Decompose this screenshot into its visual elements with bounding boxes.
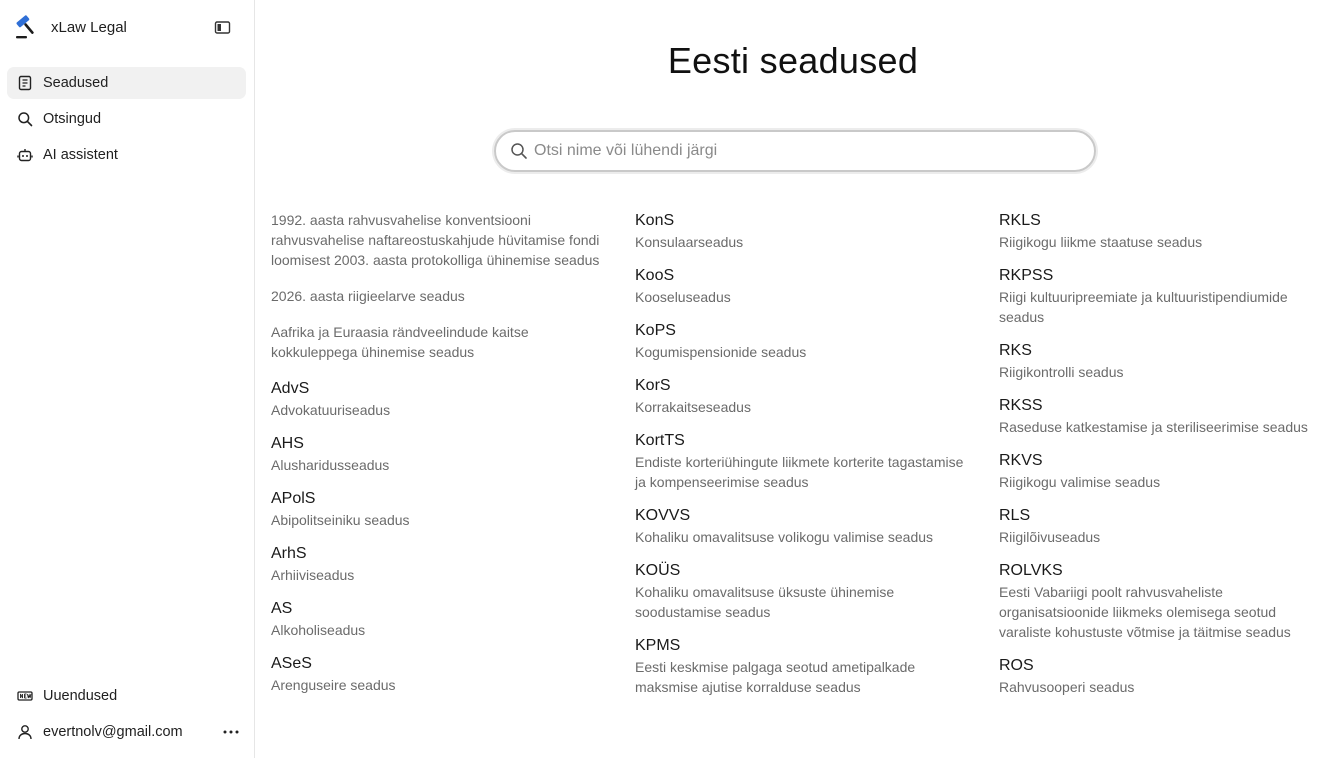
law-full-name: Aafrika ja Euraasia rändveelindude kaitse kokkuleppega ühinemise seadus bbox=[271, 324, 529, 360]
law-column-2 bbox=[635, 210, 975, 710]
law-list-item[interactable] bbox=[271, 322, 611, 362]
sidebar bbox=[0, 0, 255, 758]
law-full-name: Riigi kultuuripreemiate ja kultuuristipendiumide seadus bbox=[999, 289, 1288, 325]
law-list-item[interactable] bbox=[271, 598, 611, 640]
law-abbreviation: AdvS bbox=[271, 380, 310, 397]
sidebar-footer bbox=[7, 680, 246, 752]
law-full-name: Alusharidusseadus bbox=[271, 457, 390, 473]
law-abbreviation: RKLS bbox=[999, 212, 1041, 229]
law-full-name: Riigikontrolli seadus bbox=[999, 364, 1124, 380]
search-box[interactable] bbox=[494, 130, 1096, 172]
law-abbreviation: RKS bbox=[999, 342, 1032, 359]
law-list-item[interactable] bbox=[271, 653, 611, 695]
law-abbreviation: KortTS bbox=[635, 432, 685, 449]
law-abbreviation: RKSS bbox=[999, 397, 1043, 414]
nav-label: Otsingud bbox=[43, 111, 102, 127]
new-badge-icon bbox=[17, 688, 33, 704]
law-abbreviation: KOÜS bbox=[635, 562, 681, 579]
law-full-name: Alkoholiseadus bbox=[271, 622, 366, 638]
law-abbreviation: ArhS bbox=[271, 545, 307, 562]
law-full-name: Riigikogu valimise seadus bbox=[999, 474, 1161, 490]
law-full-name: Abipolitseiniku seadus bbox=[271, 512, 410, 528]
news-label: Uuendused bbox=[43, 688, 118, 704]
law-full-name: Eesti Vabariigi poolt rahvusvaheliste organisatsioonide liikmeks olemisega seotud varaliste kohustuste võtmise ja täitmise seadus bbox=[999, 584, 1291, 640]
law-full-name: Konsulaarseadus bbox=[635, 234, 744, 250]
law-list-item[interactable] bbox=[999, 450, 1319, 492]
brand[interactable] bbox=[14, 14, 127, 40]
law-full-name: Arhiiviseadus bbox=[271, 567, 355, 583]
law-full-name: Raseduse katkestamise ja steriliseerimise seadus bbox=[999, 419, 1308, 435]
main-content bbox=[256, 0, 1330, 758]
law-abbreviation: RKVS bbox=[999, 452, 1043, 469]
law-list-item[interactable] bbox=[635, 210, 975, 252]
law-abbreviation: KonS bbox=[635, 212, 675, 229]
law-list-item[interactable] bbox=[999, 395, 1319, 437]
law-abbreviation: KorS bbox=[635, 377, 671, 394]
law-full-name: 1992. aasta rahvusvahelise konventsiooni rahvusvahelise naftareostuskahjude hüvitamise fondi loomisest 2003. aasta protokolliga ühinemise seadus bbox=[271, 212, 600, 268]
law-full-name: Kogumispensionide seadus bbox=[635, 344, 807, 360]
nav-item-seadused[interactable] bbox=[7, 67, 246, 99]
robot-icon bbox=[17, 147, 33, 163]
law-abbreviation: KooS bbox=[635, 267, 675, 284]
user-icon bbox=[17, 724, 33, 740]
nav-label: AI assistent bbox=[43, 147, 118, 163]
law-full-name: Advokatuuriseadus bbox=[271, 402, 391, 418]
law-abbreviation: RLS bbox=[999, 507, 1031, 524]
search-input[interactable] bbox=[534, 142, 1074, 160]
law-full-name: Rahvusooperi seadus bbox=[999, 679, 1135, 695]
law-abbreviation: AS bbox=[271, 600, 293, 617]
law-column-3 bbox=[999, 210, 1319, 710]
search-icon bbox=[510, 142, 528, 160]
law-list-item[interactable] bbox=[999, 210, 1319, 252]
law-list-item[interactable] bbox=[271, 543, 611, 585]
law-list-item[interactable] bbox=[271, 378, 611, 420]
gavel-logo-icon bbox=[14, 14, 40, 40]
law-column-1 bbox=[271, 210, 611, 708]
law-list-item[interactable] bbox=[999, 265, 1319, 327]
law-full-name: Korrakaitseseadus bbox=[635, 399, 751, 415]
law-list-item[interactable] bbox=[635, 560, 975, 622]
law-abbreviation: KoPS bbox=[635, 322, 676, 339]
news-link[interactable] bbox=[7, 680, 246, 712]
law-abbreviation: APolS bbox=[271, 490, 316, 507]
law-full-name: Kohaliku omavalitsuse volikogu valimise seadus bbox=[635, 529, 934, 545]
main-nav bbox=[7, 67, 246, 175]
law-full-name: Riigikogu liikme staatuse seadus bbox=[999, 234, 1203, 250]
law-abbreviation: ROLVKS bbox=[999, 562, 1063, 579]
law-list-item[interactable] bbox=[271, 488, 611, 530]
law-list-item[interactable] bbox=[635, 635, 975, 697]
law-full-name: Riigilõivuseadus bbox=[999, 529, 1101, 545]
law-list-item[interactable] bbox=[635, 430, 975, 492]
nav-item-ai-assistent[interactable] bbox=[7, 139, 246, 171]
brand-name: xLaw Legal bbox=[51, 18, 127, 36]
law-list-item[interactable] bbox=[999, 560, 1319, 642]
law-list-item[interactable] bbox=[999, 655, 1319, 697]
law-list-item[interactable] bbox=[271, 286, 611, 306]
law-list-item[interactable] bbox=[271, 433, 611, 475]
law-abbreviation: RKPSS bbox=[999, 267, 1054, 284]
law-list-item[interactable] bbox=[635, 265, 975, 307]
nav-item-otsingud[interactable] bbox=[7, 103, 246, 135]
law-list-item[interactable] bbox=[271, 210, 611, 270]
page-title: Eesti seadused bbox=[667, 40, 919, 81]
user-email: evertnolv@gmail.com bbox=[43, 724, 183, 740]
law-full-name: Eesti keskmise palgaga seotud ametipalkade maksmise ajutise korralduse seadus bbox=[635, 659, 916, 695]
law-abbreviation: KOVVS bbox=[635, 507, 691, 524]
more-options-icon[interactable] bbox=[222, 724, 240, 740]
law-abbreviation: ROS bbox=[999, 657, 1034, 674]
law-list-item[interactable] bbox=[635, 320, 975, 362]
law-full-name: Kohaliku omavalitsuse üksuste ühinemise soodustamise seadus bbox=[635, 584, 895, 620]
law-abbreviation: ASeS bbox=[271, 655, 312, 672]
law-list-item[interactable] bbox=[999, 505, 1319, 547]
law-list-item[interactable] bbox=[635, 505, 975, 547]
law-full-name: Kooseluseadus bbox=[635, 289, 731, 305]
sidebar-toggle-icon[interactable] bbox=[214, 19, 231, 36]
book-icon bbox=[17, 75, 33, 91]
search-icon bbox=[17, 111, 33, 127]
nav-label: Seadused bbox=[43, 75, 109, 91]
user-account[interactable] bbox=[7, 716, 246, 748]
law-full-name: 2026. aasta riigieelarve seadus bbox=[271, 288, 465, 304]
law-list-item[interactable] bbox=[999, 340, 1319, 382]
law-abbreviation: AHS bbox=[271, 435, 304, 452]
law-abbreviation: KPMS bbox=[635, 637, 681, 654]
law-list-item[interactable] bbox=[635, 375, 975, 417]
law-full-name: Arenguseire seadus bbox=[271, 677, 396, 693]
law-full-name: Endiste korteriühingute liikmete korterite tagastamise ja kompenseerimise seadus bbox=[635, 454, 964, 490]
